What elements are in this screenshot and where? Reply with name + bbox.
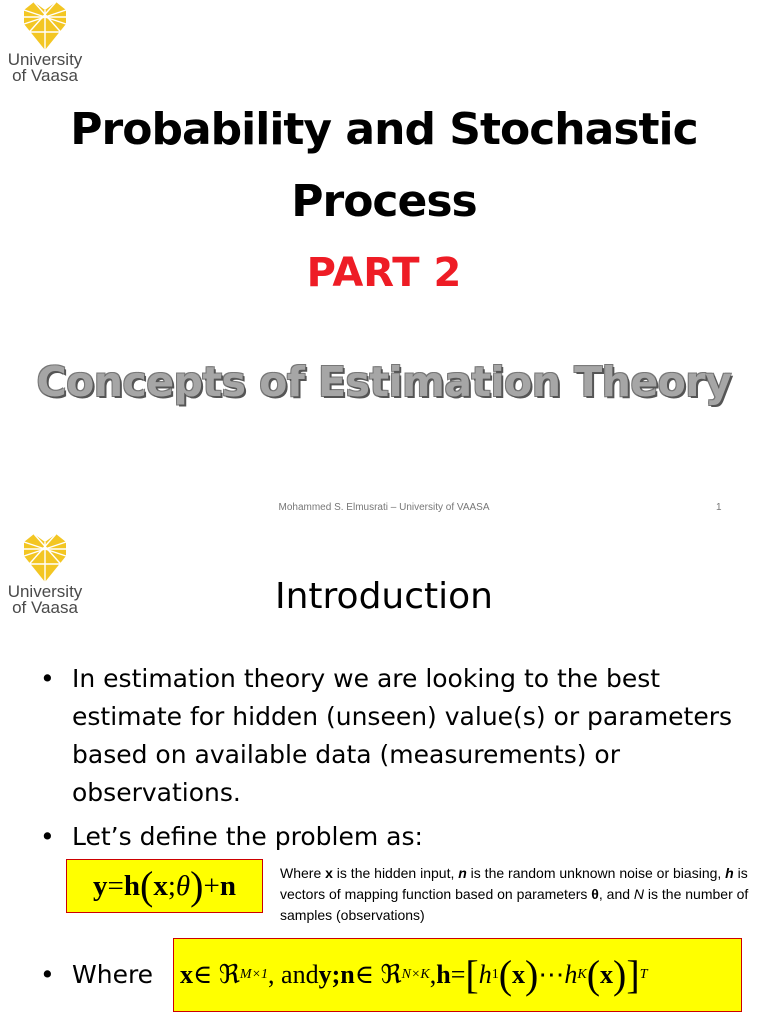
slide-2: [0, 524, 768, 1024]
page-number: 1: [716, 502, 722, 513]
logo-line-1: University: [7, 50, 83, 69]
bullet-item: [40, 660, 760, 812]
heart-logo-icon: [22, 0, 68, 52]
slide-heading: Introduction: [274, 576, 493, 617]
bullet-item: [40, 818, 760, 856]
slide-subtitle: Concepts of Estimation Theory: [36, 358, 732, 406]
bullet-icon: •: [40, 960, 55, 989]
equation-dimensions: x ∈ ℜ M×1 , and y;n ∈ ℜ N×K , h = [ h 1 ( x ) ⋯ h K ( x ) ] T: [173, 938, 742, 1012]
bullet-icon: •: [40, 822, 55, 851]
equation-note: Where x is the hidden input, n is the random unknown noise or biasing, h is vectors of mapping function based on parameters θ, and N is the number of samples (observations): [280, 865, 749, 923]
university-logo: [0, 0, 90, 84]
equation-model: y = h ( x ; θ ) + n: [66, 859, 263, 913]
slide-footer: Mohammed S. Elmusrati – University of VAASA: [278, 502, 490, 513]
bullet-text: Let’s define the problem as:: [72, 822, 423, 851]
title-line-2: Process: [291, 176, 477, 227]
title-line-1: Probability and Stochastic: [70, 104, 698, 155]
bullet-text: Where: [72, 960, 154, 989]
logo-line-1: University: [7, 582, 83, 601]
bullet-text: In estimation theory we are looking to the best estimate for hidden (unseen) value(s) or parameters based on available data (measurements) or observations.: [72, 664, 733, 807]
logo-line-2: of Vaasa: [12, 66, 78, 85]
bullet-icon: •: [40, 664, 55, 693]
logo-line-2: of Vaasa: [12, 598, 78, 617]
part-label: PART 2: [306, 250, 462, 296]
